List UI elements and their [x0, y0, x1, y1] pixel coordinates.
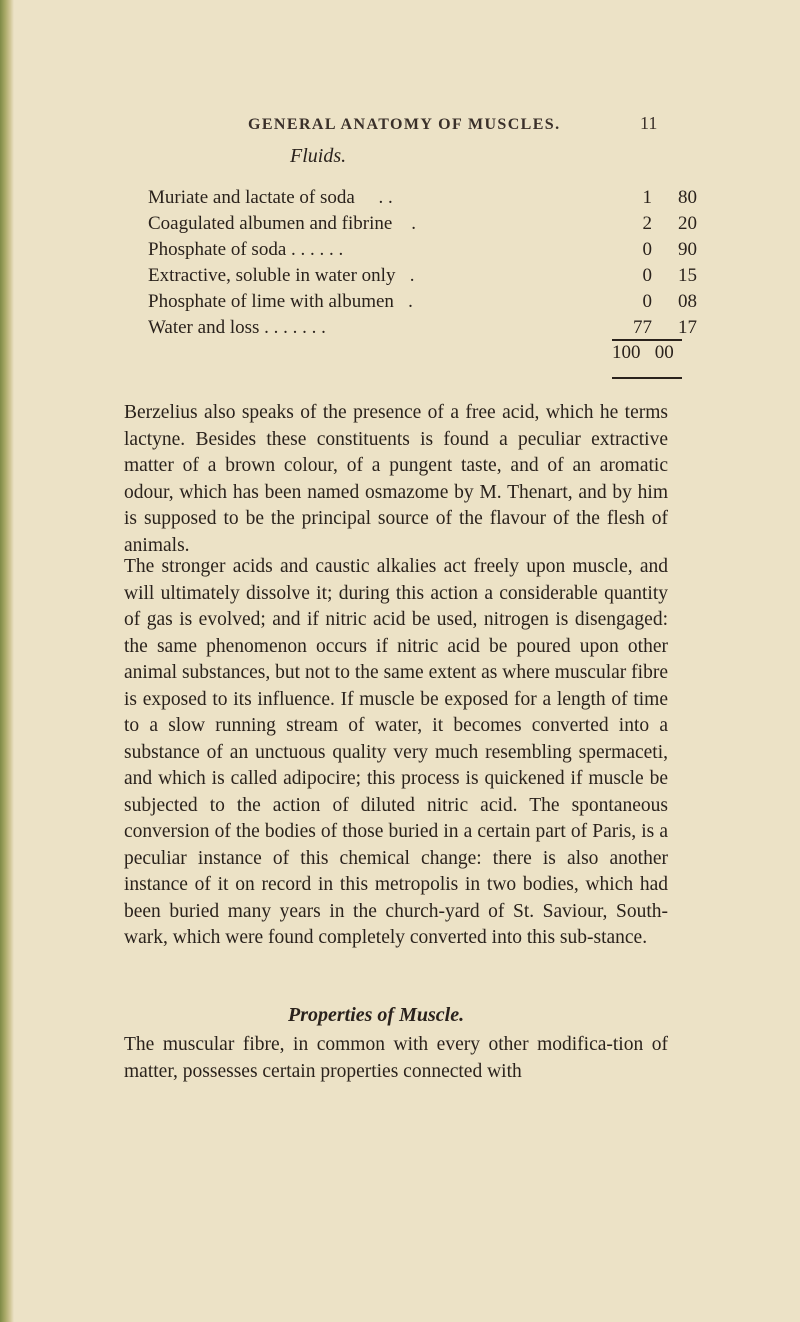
- paragraph-berzelius: Berzelius also speaks of the presence of a free acid, which he terms lactyne. Besides these constituents is found a peculiar extractive matter of a brown colour, of a pungent taste, and of an aromatic odour, which has been named osmazome by M. Thenart, and by him is supposed to be the principal source of the flavour of the flesh of animals.: [124, 402, 668, 556]
- row-whole: 1: [642, 187, 652, 208]
- row-whole: 0: [642, 265, 652, 286]
- row-fraction: 80: [678, 187, 697, 208]
- section-title: Properties of Muscle.: [288, 1004, 465, 1026]
- row-fraction: 08: [678, 291, 697, 312]
- page-number: 11: [640, 113, 658, 133]
- row-whole: 0: [642, 239, 652, 260]
- table-row: [148, 265, 697, 291]
- table-row: [148, 187, 697, 213]
- row-label: Muriate and lactate of soda . .: [148, 187, 393, 208]
- row-label: Phosphate of lime with albumen .: [148, 291, 413, 312]
- row-fraction: 17: [678, 317, 697, 338]
- sum-rule-bottom: [612, 377, 682, 379]
- table-title: Fluids.: [290, 145, 347, 167]
- paragraph-properties: The muscular fibre, in common with every other modifica-tion of matter, possesses certain properties connected with: [124, 1034, 668, 1082]
- row-label: Phosphate of soda . . . . . .: [148, 239, 344, 260]
- table-total: 100 00: [612, 342, 674, 363]
- row-whole: 2: [642, 213, 652, 234]
- row-whole: 77: [633, 317, 652, 338]
- row-whole: 0: [642, 291, 652, 312]
- running-title: GENERAL ANATOMY OF MUSCLES.: [248, 116, 561, 133]
- table-row: [148, 291, 697, 317]
- paragraph-acids: The stronger acids and caustic alkalies act freely upon muscle, and will ultimately dissolve it; during this action a considerable quantity of gas is evolved; and if nitric acid be used, nitrogen is disengaged: the same phenomenon occurs if nitric acid be poured upon other animal substances, but not to the same extent as where muscular fibre is exposed to its influence. If muscle be exposed for a length of time to a slow running stream of water, it becomes converted into a substance of an unctuous quality very much resembling spermaceti, and which is called adipocire; this process is quickened if muscle be subjected to the action of diluted nitric acid. The spontaneous conversion of the bodies of those buried in a certain part of Paris, is a peculiar instance of this chemical change: there is also another instance of it on record in this metropolis in two bodies, which had been buried many years in the church-yard of St. Saviour, South-wark, which were found completely converted into this sub-stance.: [124, 556, 668, 948]
- row-label: Coagulated albumen and fibrine .: [148, 213, 417, 234]
- table-row: [148, 213, 697, 239]
- row-fraction: 90: [678, 239, 697, 260]
- sum-rule-top: [612, 339, 682, 341]
- row-label: Extractive, soluble in water only .: [148, 265, 415, 286]
- table-row: [148, 239, 697, 265]
- row-label: Water and loss . . . . . . .: [148, 317, 326, 338]
- row-fraction: 15: [678, 265, 697, 286]
- table-row: [148, 317, 697, 343]
- row-fraction: 20: [678, 213, 697, 234]
